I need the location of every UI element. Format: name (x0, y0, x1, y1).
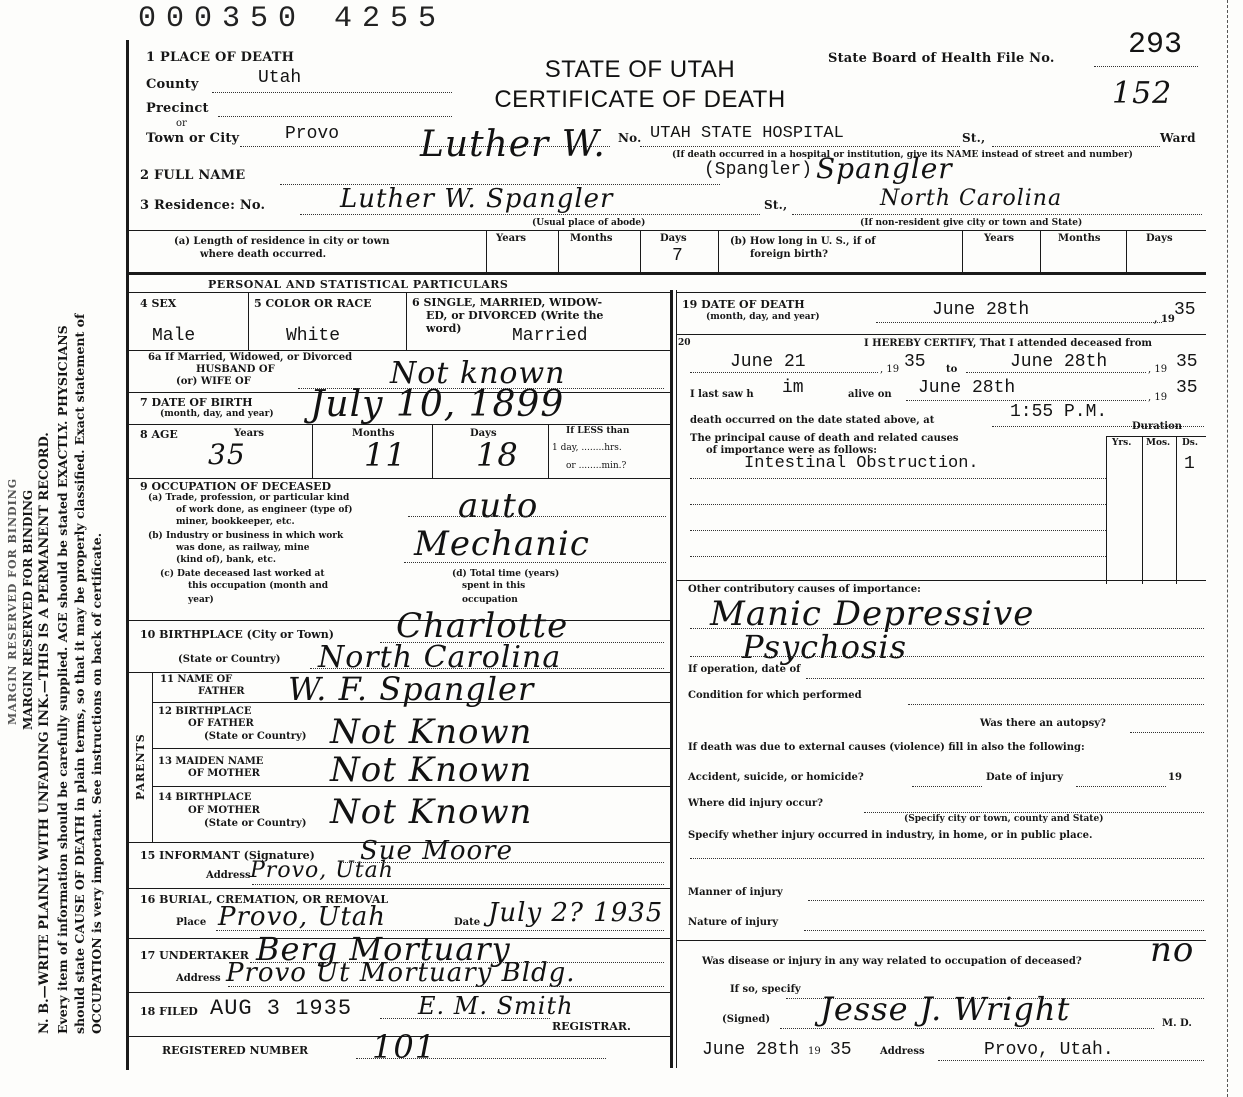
full-name-surname: Spangler (816, 152, 953, 185)
informant-address: Provo, Utah (250, 858, 394, 883)
contributory-label: Other contributory causes of importance: (688, 584, 921, 595)
margin-instructions-3: should state CAUSE OF DEATH in plain terms, so that it may be properly classified. Exact statement of (72, 313, 87, 1034)
length-residence-label: (a) Length of residence in city or town (174, 236, 390, 247)
street-label: St., (962, 131, 986, 145)
undertaker-name: Berg Mortuary (256, 930, 511, 968)
mother-name: Not Known (330, 750, 533, 790)
undertaker-label: 17 UNDERTAKER (140, 949, 249, 962)
residence-days-value: 7 (672, 246, 683, 266)
death-certificate: 000350 4255 MARGIN RESERVED FOR BINDING MARGIN RESERVED FOR BINDING N. B.—WRITE PLAINLY WITH UNFADING INK.—THIS IS A PERMANENT RECORD. Every item of information should be carefully supplied. AGE should be stated EXACTLY. PHYSICIANS should state CAUSE OF DEATH in plain terms, so that it may be properly classified. Exact statement of OCCUPATION is very important. See instructions on back of certificate. STATE OF UTAH CERTIFICATE OF DEATH State Board of Health File No. 293 152 1 PLACE OF DEATH County Utah Precinct or Town or City Provo No. UTAH STATE HOSPITAL St., Ward (If death occurred in a hospital or institution, give its NAME instead of street and number) 2 FULL NAME Luther W. (Spangler) Spangler 3 Residence: No. Luther W. Spangler St., North Carolina (Usual place of abode) (If non-resident give city or town and State) (a) Length of residence in city or town where death occurred. Years Months Days 7 (b) How long in U. S., if of foreign birth? Years Months Days PERSONAL AND STATISTICAL PARTICULARS 4 SEX 5 COLOR OR RACE 6 SINGLE, MARRIED, WIDOW- ED, or DIVORCED (Write the word) Male White Married 6a If Married, Widowed, or Divorced HUSBAND OF (or) WIFE OF Not known 7 DATE OF BIRTH (month, day, and year) July 10, 1899 8 AGE Years Months Days 35 11 18 If LESS than 1 day, ........hrs. or ........min.? 9 OCCUPATION OF DECEASED (a) Trade, profession, or particular kind of work done, as engineer (type of) miner, bookkeeper, etc. (b) Industry or business in which work was done, as railway, mine (kind of), bank, etc. auto Mechanic (c) Date deceased last worked at this occupation (month and year) (d) Total time (years) spent in this occupation 10 BIRTHPLACE (City or Town) Charlotte (State or Country) North Carolina PARENTS 11 NAME OF FATHER W. F. Spangler 12 BIRTHPLACE OF FATHER (State or Country) Not Known 13 MAIDEN NAME OF MOTHER Not Known 14 BIRTHPLACE OF MOTHER (State or Country) Not Known 15 INFORMANT (Signature) Sue Moore Address Provo, Utah 16 BURIAL, CREMATION, OR REMOVAL Place Provo, Utah Date July 2? 1935 17 UNDERTAKER Berg Mortuary Address Provo Ut Mortuary Bldg. 18 FILED AUG 3 1935 E. M. Smith REGISTRAR. REGISTERED NUMBER 101 19 DATE OF DEATH (month, day, and year) June 28th , 19 35 20 I HEREBY CERTIFY, That I attended deceased from June 21 , 19 35 to June 28th , 19 35 I last saw h im alive on June 28th , 19 35 death occurred on the date stated above, at 1:55 P.M. The principal cause of death and related causes of importance were as follows: Duration Yrs. Mos. Ds. Intestinal Obstruction. 1 Other contributory causes of importance: Manic Depressive Psychosis If operation, date of Condition for which performed Was there an autopsy? If death was due to external causes (violence) fill in also the following: Accident, suicide, or homicide? Date of injury 19 Where did injury occur? (Specify city or town, county and State) Specify whether injury occurred in industry, in home, or in public place. Manner of injury Nature of injury Was disease or injury in any way related to occupation of deceased? no If so, specify (Signed) Jesse J. Wright M. D. June 28th 19 35 Address Provo, Utah. (0, 0, 1243, 1097)
institution-note: (If death occurred in a hospital or institution, give its NAME instead of street and number) (672, 150, 1133, 160)
physician-address: Provo, Utah. (984, 1040, 1114, 1060)
alive-on-year: 35 (1176, 378, 1198, 398)
sign-year: 35 (830, 1040, 852, 1060)
margin-instructions-2: Every item of information should be carefully supplied. AGE should be stated EXACTLY. PHYSICIANS (55, 325, 70, 1034)
age-months-value: 11 (364, 436, 407, 474)
burial-label: 16 BURIAL, CREMATION, OR REMOVAL (140, 893, 389, 906)
physician-signature: Jesse J. Wright (820, 990, 1071, 1028)
father-name: W. F. Spangler (288, 670, 535, 708)
birthplace-state: North Carolina (318, 640, 562, 675)
residence-state: North Carolina (880, 186, 1063, 211)
color-label: 5 COLOR OR RACE (254, 297, 372, 310)
file-number-handwritten: 152 (1112, 76, 1173, 111)
column-divider (670, 290, 673, 1068)
dob-value: July 10, 1899 (310, 384, 565, 425)
precinct-label: Precinct (146, 101, 209, 116)
death-year: 35 (1174, 300, 1196, 320)
sex-label: 4 SEX (140, 297, 177, 310)
margin-instructions-1: N. B.—WRITE PLAINLY WITH UNFADING INK.—THIS IS A PERMANENT RECORD. (37, 432, 52, 1034)
margin-binding: MARGIN RESERVED FOR BINDING (21, 489, 35, 730)
spouse-value: Not known (390, 356, 566, 391)
right-edge (1227, 0, 1228, 1097)
filed-date: AUG 3 1935 (210, 996, 353, 1021)
certificate-title: CERTIFICATE OF DEATH (494, 86, 786, 113)
us-residence-label: (b) How long in U. S., if of (730, 236, 876, 247)
file-number-label: State Board of Health File No. (828, 51, 1055, 66)
attended-from: June 21 (730, 352, 806, 372)
birthplace-label: 10 BIRTHPLACE (City or Town) (140, 628, 334, 641)
state-title: STATE OF UTAH (544, 56, 736, 83)
burial-date: July 2? 1935 (488, 898, 664, 928)
death-time: 1:55 P.M. (1010, 402, 1108, 422)
alive-on-date: June 28th (918, 378, 1016, 398)
full-name-label: 2 FULL NAME (140, 168, 246, 183)
contributory-cause-2: Psychosis (742, 628, 908, 666)
registrar-signature: E. M. Smith (418, 992, 574, 1020)
place-of-death-heading: 1 PLACE OF DEATH (146, 50, 295, 65)
sign-date: June 28th (702, 1040, 800, 1060)
margin-instructions-4: OCCUPATION is very important. See instructions on back of certificate. (89, 532, 104, 1034)
attended-to: June 28th (1010, 352, 1108, 372)
age-years-value: 35 (208, 438, 246, 471)
margin-binding-faint: MARGIN RESERVED FOR BINDING (6, 477, 19, 725)
or-label: or (176, 118, 187, 129)
spouse-label: 6a If Married, Widowed, or Divorced (148, 352, 353, 363)
certify-text: I HEREBY CERTIFY, That I attended deceased from (864, 338, 1153, 349)
personal-heading: PERSONAL AND STATISTICAL PARTICULARS (208, 278, 509, 291)
father-birthplace: Not Known (330, 712, 533, 752)
death-date-value: June 28th (932, 300, 1030, 320)
undertaker-address: Provo Ut Mortuary Bldg. (226, 958, 576, 988)
county-value: Utah (258, 68, 302, 88)
informant-name: Sue Moore (360, 836, 513, 866)
institution-value: UTAH STATE HOSPITAL (650, 124, 844, 143)
left-border (126, 40, 129, 1070)
residence-label: 3 Residence: No. (140, 198, 266, 213)
mother-birthplace: Not Known (330, 792, 533, 832)
street-number-label: No. (618, 131, 642, 145)
usual-abode-note: (Usual place of abode) (532, 218, 646, 228)
residence-value: Luther W. Spangler (340, 184, 614, 214)
age-label: 8 AGE (140, 428, 178, 441)
county-label: County (146, 77, 199, 92)
full-name-typed: (Spangler) (704, 160, 813, 180)
ward-label: Ward (1160, 131, 1196, 145)
attended-from-year: 35 (904, 352, 926, 372)
last-saw-value: im (782, 378, 804, 398)
cause-duration-days: 1 (1184, 454, 1195, 474)
informant-label: 15 INFORMANT (Signature) (140, 849, 315, 862)
full-name-handwritten: Luther W. (420, 124, 606, 165)
marital-value: Married (512, 326, 588, 346)
death-date-label: 19 DATE OF DEATH (682, 298, 805, 311)
parents-side-label: PARENTS (134, 733, 147, 800)
nonresident-note: (If non-resident give city or town and State) (860, 218, 1083, 228)
principal-cause: Intestinal Obstruction. (744, 454, 979, 473)
town-label: Town or City (146, 131, 240, 146)
contributory-cause-1: Manic Depressive (710, 594, 1035, 634)
color-value: White (286, 326, 341, 346)
file-number: 293 (1128, 28, 1183, 62)
sex-value: Male (152, 326, 196, 346)
town-value: Provo (285, 124, 340, 144)
residence-st-label: St., (764, 198, 788, 212)
filed-label: 18 FILED (140, 1005, 198, 1018)
dob-label: 7 DATE OF BIRTH (140, 396, 253, 409)
attended-to-year: 35 (1176, 352, 1198, 372)
certificate-number: 000350 4255 (138, 2, 447, 36)
occupation-related-answer: no (1150, 930, 1195, 970)
occupation-business: Mechanic (414, 524, 590, 564)
marital-label: 6 SINGLE, MARRIED, WIDOW- (412, 296, 603, 309)
occupation-trade: auto (458, 486, 539, 526)
birthplace-city: Charlotte (396, 606, 569, 646)
burial-place: Provo, Utah (218, 902, 387, 932)
age-days-value: 18 (476, 436, 519, 474)
registered-number: 101 (372, 1028, 437, 1066)
occupation-label: 9 OCCUPATION OF DECEASED (140, 480, 332, 493)
registered-number-label: REGISTERED NUMBER (162, 1044, 309, 1057)
